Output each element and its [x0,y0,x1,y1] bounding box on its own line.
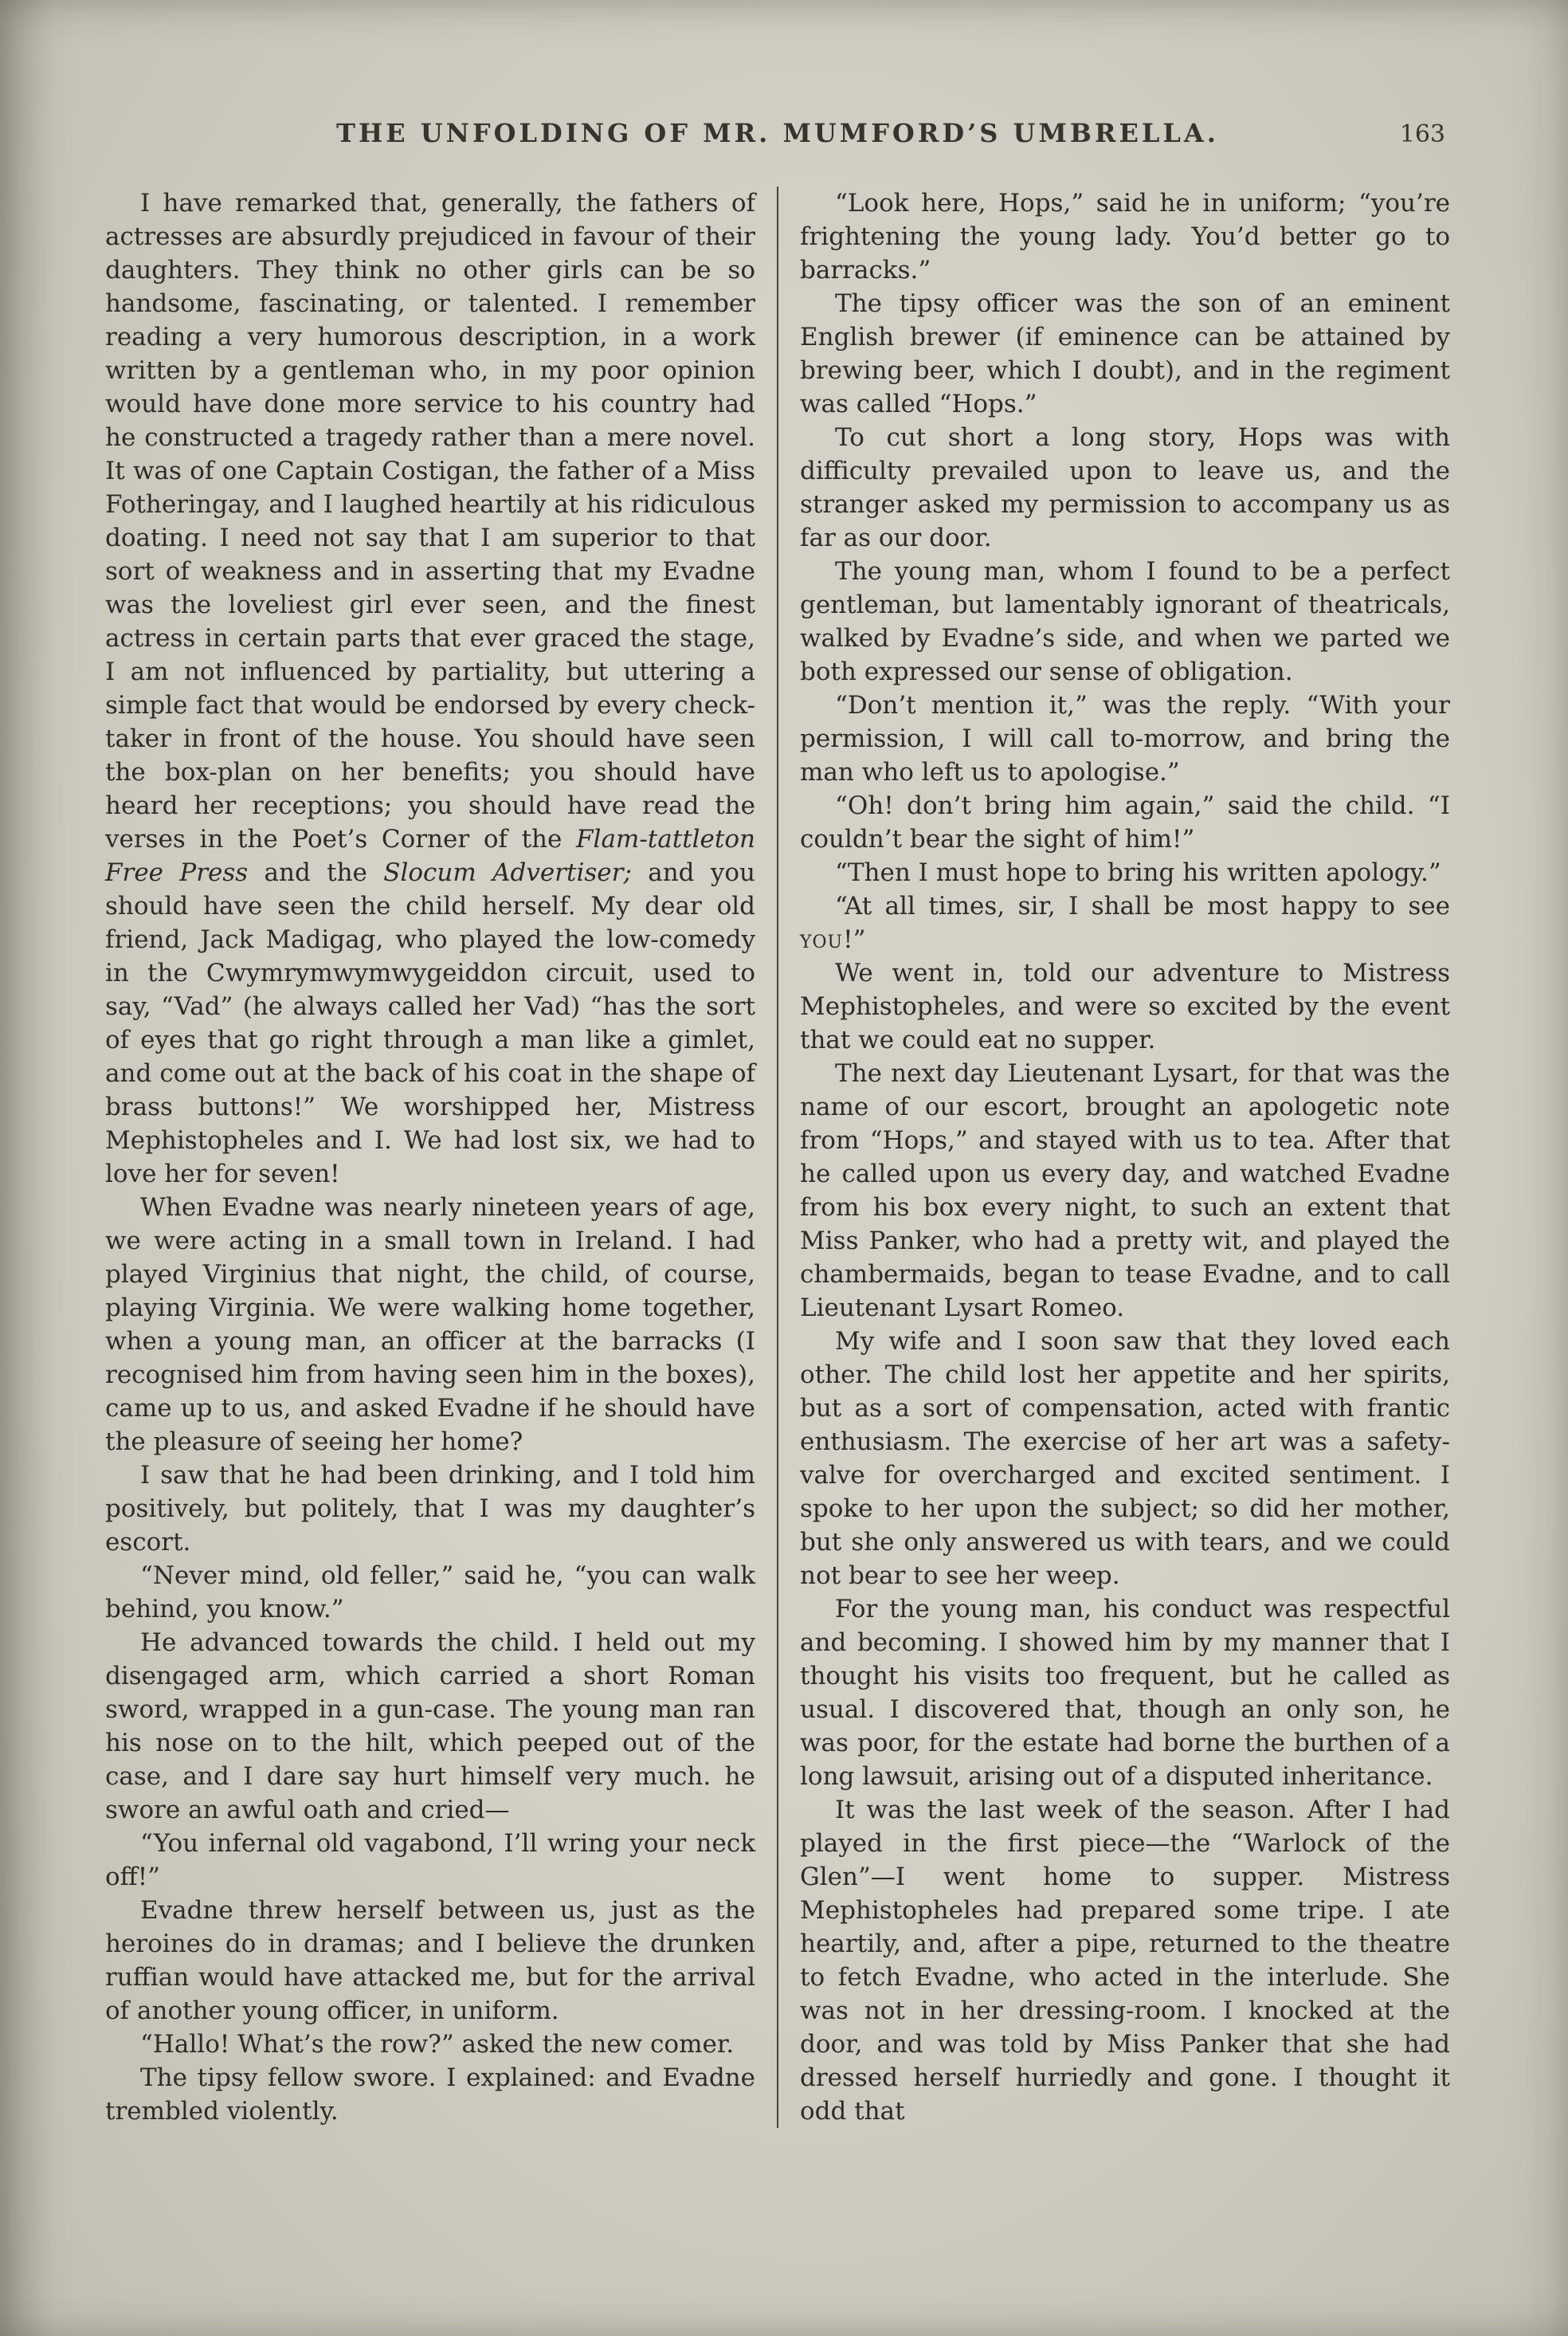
paragraph-text: I have remarked that, generally, the fathers of actresses are absurdly prejudiced in favour of their daughters. They think no other girls can be so handsome, fascinating, or talented. I remember reading a very humorous description, in a work written by a gentleman who, in my poor opinion would have done more service to his country had he constructed a tragedy rather than a mere novel. It was of one Captain Costigan, the father of a Miss Fotheringay, and I laughed heartily at his ridiculous doating. I need not say that I am superior to that sort of weakness and in asserting that my Evadne was the loveliest girl ever seen, and the finest actress in certain parts that ever graced the stage, I am not influenced by partiality, but uttering a simple fact that would be endorsed by every check-taker in front of the house. You should have seen the box-plan on her benefits; you should have heard her receptions; you should have read the verses in the Poet’s Corner of the [105,189,755,854]
paragraph: I saw that he had been drinking, and I told him positively, but politely, that I was my daughter’s escort. [105,1461,755,1557]
paragraph: “Hallo! What’s the row?” asked the new comer. [140,2030,735,2059]
paragraph: “Then I must hope to bring his written apology.” [835,858,1441,887]
paragraph: He advanced towards the child. I held out my disengaged arm, which carried a short Roman sword, wrapped in a gun-case. The young man ran his nose on to the hilt, which peeped out of the case, and I dare say hurt himself very much. he swore an awful oath and cried— [105,1628,755,1824]
left-column [105,186,777,2128]
paragraph-text: and you should have seen the child herself. My dear old friend, Jack Madigag, who played the low-comedy in the Cwymrymwymwygeiddon circuit, used to say, “Vad” (he always called her Vad) “has the sort of eyes that go right through a man like a gimlet, and come out at the back of his coat in the shape of brass buttons!” We worshipped her, Mistress Mephistopheles and I. We had lost six, we had to love her for seven! [105,858,755,1188]
right-column [778,186,1450,2128]
paragraph: When Evadne was nearly nineteen years of age, we were acting in a small town in Ireland. I had played Virginius that night, the child, of course, playing Virginia. We were walking home together, when a young man, an officer at the barracks (I recognised him from having seen him in the boxes), came up to us, and asked Evadne if he should have the pleasure of seeing her home? [105,1193,755,1456]
paragraph: We went in, told our adventure to Mistress Mephistopheles, and were so excited by the event that we could eat no supper. [800,959,1450,1054]
text-columns [105,186,1450,2128]
paragraph: To cut short a long story, Hops was with difficulty prevailed upon to leave us, and the stranger asked my permission to accompany us as far as our door. [800,423,1450,552]
paragraph: “Look here, Hops,” said he in uniform; “you’re frightening the young lady. You’d better go to barracks.” [800,189,1450,285]
paragraph: “You infernal old vagabond, I’ll wring your neck off!” [105,1829,755,1891]
page-header [105,118,1450,155]
paragraph [105,186,755,1191]
paragraph: For the young man, his conduct was respectful and becoming. I showed him by my manner that I thought his visits too frequent, but he called as usual. I discovered that, though an only son, he was poor, for the estate had borne the burthen of a long lawsuit, arising out of a disputed inheritance. [800,1595,1450,1791]
paragraph [800,889,1450,956]
paragraph: My wife and I soon saw that they loved each other. The child lost her appetite and her spirits, but as a sort of compensation, acted with frantic enthusiasm. The exercise of her art was a safety-valve for overcharged and excited sentiment. I spoke to her upon the subject; so did her mother, but she only answered us with tears, and we could not bear to see her weep. [800,1327,1450,1590]
paragraph-text: and the [248,858,384,887]
paragraph: “Never mind, old feller,” said he, “you can walk behind, you know.” [105,1561,755,1623]
paragraph: It was the last week of the season. After I had played in the first piece—the “Warlock of the Glen”—I went home to supper. Mistress Mephistopheles had prepared some tripe. I ate heartily, and, after a pipe, returned to the theatre to fetch Evadne, who acted in the interlude. She was not in her dressing-room. I knocked at the door, and was told by Miss Panker that she had dressed herself hurriedly and gone. I thought it odd that [800,1796,1450,2126]
paragraph: The young man, whom I found to be a perfect gentleman, but lamentably ignorant of theatricals, walked by Evadne’s side, and when we parted we both expressed our sense of obligation. [800,557,1450,686]
paragraph-text: “At all times, sir, I shall be most happy to see [835,892,1450,921]
periodical-name: Flam-tattleton Free Press [105,825,755,887]
running-title: THE UNFOLDING OF MR. MUMFORD’S UMBRELLA. [336,118,1219,148]
smallcaps-word: you [800,925,844,954]
paragraph: The tipsy fellow swore. I explained: and Evadne trembled violently. [105,2063,755,2126]
paragraph: The next day Lieutenant Lysart, for that was the name of our escort, brought an apologetic note from “Hops,” and stayed with us to tea. After that he called upon us every day, and watched Evadne from his box every night, to such an extent that Miss Panker, who had a pretty wit, and played the chambermaids, began to tease Evadne, and to call Lieutenant Lysart Romeo. [800,1059,1450,1322]
paragraph: “Don’t mention it,” was the reply. “With your permission, I will call to-morrow, and bring the man who left us to apologise.” [800,691,1450,787]
paragraph-text: !” [843,925,866,954]
page-number: 163 [1399,120,1445,148]
paragraph: “Oh! don’t bring him again,” said the child. “I couldn’t bear the sight of him!” [800,791,1450,854]
paragraph: The tipsy officer was the son of an eminent English brewer (if eminence can be attained by brewing beer, which I doubt), and in the regiment was called “Hops.” [800,289,1450,418]
paragraph: Evadne threw herself between us, just as the heroines do in dramas; and I believe the drunken ruffian would have attacked me, but for the arrival of another young officer, in uniform. [105,1896,755,2025]
periodical-name: Slocum Advertiser; [383,858,632,887]
